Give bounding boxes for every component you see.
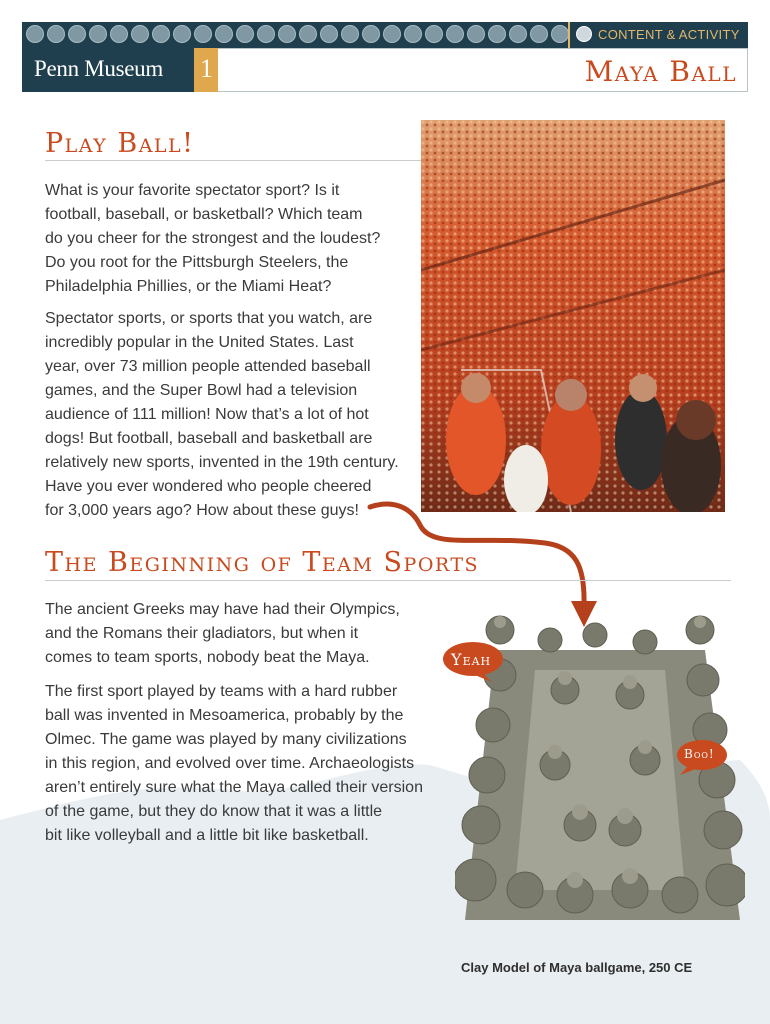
unit-icon-strip (26, 24, 590, 46)
unit-icon (47, 25, 65, 43)
crowd-photo-image (421, 120, 725, 512)
unit-icon (110, 25, 128, 43)
brand-block (22, 48, 194, 92)
unit-icon (530, 25, 548, 43)
section1-rule (45, 160, 423, 161)
text-line: Olmec. The game was played by many civilizations (45, 731, 407, 748)
section2-rule (45, 580, 731, 581)
activity-icon (576, 26, 592, 42)
text-line: games, and the Super Bowl had a television (45, 382, 358, 399)
unit-icon (26, 25, 44, 43)
text-line: and the Romans their gladiators, but when it (45, 625, 359, 642)
unit-icon (446, 25, 464, 43)
text-line: do you cheer for the strongest and the loudest? (45, 230, 381, 247)
text-line: football, baseball, or basketball? Which team (45, 206, 363, 223)
unit-icon (551, 25, 569, 43)
text-line: ball was invented in Mesoamerica, probably by the (45, 707, 404, 724)
crowd-photo (421, 120, 725, 512)
text-line: bit like volleyball and a little bit like basketball. (45, 827, 369, 844)
text-line: aren’t entirely sure what the Maya called their version (45, 779, 423, 796)
page-title: Maya Ball (584, 55, 737, 88)
unit-icon (341, 25, 359, 43)
unit-icon (509, 25, 527, 43)
text-line: What is your favorite spectator sport? Is it (45, 182, 340, 199)
section-label-box (568, 22, 748, 48)
text-line: in this region, and evolved over time. Archaeologists (45, 755, 415, 772)
unit-icon (68, 25, 86, 43)
yeah-bubble-text: Yeah (451, 650, 492, 669)
text-line: Have you ever wondered who people cheered (45, 478, 372, 495)
section1-paragraph2 (45, 307, 430, 523)
text-line: The ancient Greeks may have had their Olympics, (45, 601, 400, 618)
brand-name: Penn Museum (34, 56, 163, 81)
figure-caption: Clay Model of Maya ballgame, 250 CE (461, 960, 693, 975)
text-line: Philadelphia Phillies, or the Miami Heat? (45, 278, 332, 295)
unit-icon (488, 25, 506, 43)
unit-icon (131, 25, 149, 43)
section1-heading: Play Ball! (45, 128, 195, 159)
title-box (218, 48, 748, 92)
text-line: for 3,000 years ago? How about these guys! (45, 502, 359, 519)
unit-number-box (194, 48, 218, 92)
section2-paragraph1 (45, 598, 425, 670)
boo-bubble-text: Boo! (684, 747, 715, 761)
text-line: relatively new sports, invented in the 19th century. (45, 454, 399, 471)
section-label: CONTENT & ACTIVITY (598, 27, 740, 42)
unit-icon (299, 25, 317, 43)
text-line: year, over 73 million people attended baseball (45, 358, 371, 375)
text-line: incredibly popular in the United States. Last (45, 334, 354, 351)
unit-icon (257, 25, 275, 43)
unit-icon (320, 25, 338, 43)
text-line: dogs! But football, baseball and basketball are (45, 430, 373, 447)
unit-icon (173, 25, 191, 43)
text-line: Spectator sports, or sports that you watch, are (45, 310, 373, 327)
unit-icon (425, 25, 443, 43)
unit-icon (152, 25, 170, 43)
section1-paragraph1 (45, 179, 415, 299)
unit-icon (194, 25, 212, 43)
text-line: The first sport played by teams with a hard rubber (45, 683, 398, 700)
text-line: of the game, but they do know that it was a little (45, 803, 383, 820)
unit-icon (362, 25, 380, 43)
section2-paragraph2 (45, 680, 455, 848)
section2-heading: The Beginning of Team Sports (45, 547, 480, 578)
unit-icon (278, 25, 296, 43)
unit-icon (89, 25, 107, 43)
unit-icon (236, 25, 254, 43)
text-line: comes to team sports, nobody beat the Maya. (45, 649, 370, 666)
unit-icon (215, 25, 233, 43)
unit-icon (383, 25, 401, 43)
unit-number: 1 (200, 54, 213, 83)
text-line: Do you root for the Pittsburgh Steelers, the (45, 254, 349, 271)
text-line: audience of 111 million! Now that’s a lot of hot (45, 406, 369, 423)
unit-icon (404, 25, 422, 43)
unit-icon (467, 25, 485, 43)
